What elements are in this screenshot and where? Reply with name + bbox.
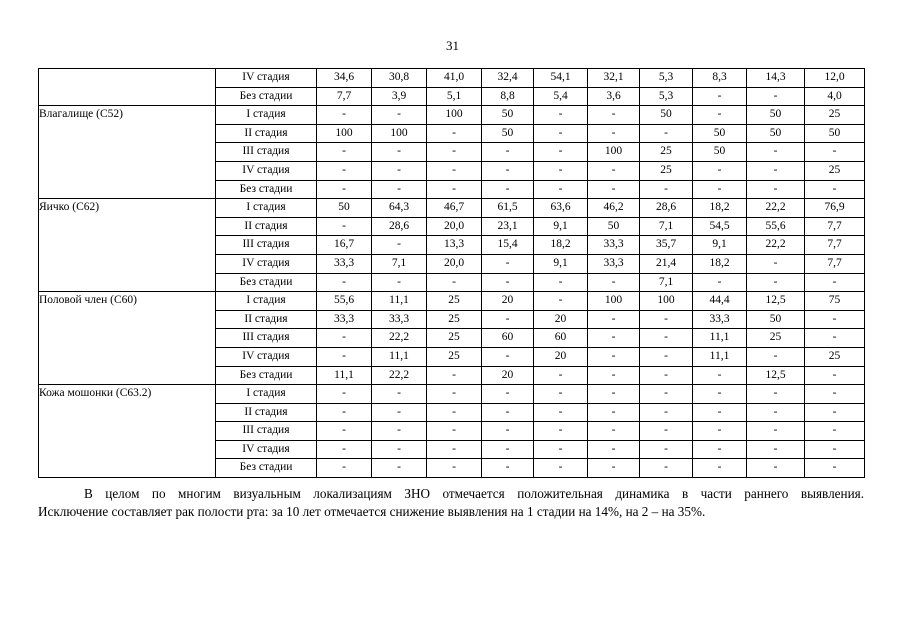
value-cell: - [640, 422, 693, 441]
value-cell: - [588, 440, 640, 459]
value-cell: - [588, 385, 640, 404]
value-cell: - [588, 273, 640, 292]
stage-cell: Без стадии [216, 180, 317, 199]
value-cell: 55,6 [317, 292, 372, 311]
value-cell: 50 [693, 124, 747, 143]
value-cell: 33,3 [317, 310, 372, 329]
stage-cell: II стадия [216, 217, 317, 236]
value-cell: - [482, 403, 534, 422]
value-cell: - [534, 403, 588, 422]
table-row [39, 106, 865, 125]
value-cell: - [534, 422, 588, 441]
stage-distribution-table [38, 68, 865, 478]
value-cell: 25 [427, 329, 482, 348]
location-cell [39, 69, 216, 106]
value-cell: - [588, 347, 640, 366]
location-cell: Половой член (С60) [39, 292, 216, 385]
value-cell: - [427, 273, 482, 292]
value-cell: - [747, 87, 805, 106]
value-cell: 63,6 [534, 199, 588, 218]
value-cell: - [534, 292, 588, 311]
value-cell: 25 [747, 329, 805, 348]
value-cell: 20 [534, 347, 588, 366]
value-cell: 100 [588, 292, 640, 311]
value-cell: - [317, 385, 372, 404]
value-cell: - [372, 459, 427, 478]
value-cell: - [372, 180, 427, 199]
value-cell: - [317, 161, 372, 180]
value-cell: - [693, 440, 747, 459]
value-cell: - [427, 403, 482, 422]
value-cell: 33,3 [588, 254, 640, 273]
stage-cell: Без стадии [216, 273, 317, 292]
value-cell: - [588, 161, 640, 180]
value-cell: 54,5 [693, 217, 747, 236]
stage-cell: III стадия [216, 236, 317, 255]
location-cell: Кожа мошонки (С63.2) [39, 385, 216, 478]
value-cell: - [317, 143, 372, 162]
value-cell: - [534, 459, 588, 478]
value-cell: 8,3 [693, 69, 747, 88]
value-cell: - [805, 422, 865, 441]
value-cell: - [482, 440, 534, 459]
stage-cell: I стадия [216, 199, 317, 218]
value-cell: - [317, 273, 372, 292]
value-cell: - [482, 347, 534, 366]
value-cell: 30,8 [372, 69, 427, 88]
value-cell: - [693, 403, 747, 422]
stage-cell: II стадия [216, 403, 317, 422]
value-cell: 11,1 [693, 329, 747, 348]
value-cell: 32,4 [482, 69, 534, 88]
value-cell: - [693, 366, 747, 385]
value-cell: - [317, 422, 372, 441]
value-cell: 76,9 [805, 199, 865, 218]
value-cell: - [805, 385, 865, 404]
value-cell: 25 [427, 292, 482, 311]
value-cell: - [805, 273, 865, 292]
value-cell: - [747, 347, 805, 366]
value-cell: 7,7 [805, 217, 865, 236]
value-cell: - [747, 422, 805, 441]
value-cell: 16,7 [317, 236, 372, 255]
value-cell: - [693, 422, 747, 441]
value-cell: - [534, 124, 588, 143]
location-cell: Яичко (С62) [39, 199, 216, 292]
value-cell: 54,1 [534, 69, 588, 88]
value-cell: 32,1 [588, 69, 640, 88]
value-cell: 25 [805, 347, 865, 366]
value-cell: - [317, 440, 372, 459]
value-cell: - [747, 143, 805, 162]
table-row [39, 292, 865, 311]
value-cell: 8,8 [482, 87, 534, 106]
value-cell: - [640, 459, 693, 478]
stage-cell: Без стадии [216, 459, 317, 478]
value-cell: - [317, 459, 372, 478]
exception-paragraph: Исключение составляет рак полости рта: за 10 лет отмечается снижение выявления на 1 стадии на 14%, на 2 – на 35%. [38, 504, 706, 519]
value-cell: - [427, 143, 482, 162]
value-cell: - [372, 273, 427, 292]
value-cell: 20 [482, 292, 534, 311]
value-cell: 18,2 [693, 199, 747, 218]
value-cell: - [317, 403, 372, 422]
value-cell: - [427, 440, 482, 459]
value-cell: 13,3 [427, 236, 482, 255]
value-cell: 7,1 [640, 217, 693, 236]
value-cell: - [805, 180, 865, 199]
value-cell: - [588, 459, 640, 478]
value-cell: - [805, 440, 865, 459]
value-cell: - [482, 385, 534, 404]
value-cell: 46,2 [588, 199, 640, 218]
value-cell: - [588, 403, 640, 422]
value-cell: - [747, 180, 805, 199]
value-cell: - [693, 459, 747, 478]
value-cell: 100 [317, 124, 372, 143]
value-cell: 44,4 [693, 292, 747, 311]
value-cell: - [482, 143, 534, 162]
value-cell: - [372, 403, 427, 422]
value-cell: - [534, 143, 588, 162]
value-cell: - [317, 347, 372, 366]
value-cell: - [534, 161, 588, 180]
value-cell: 100 [640, 292, 693, 311]
stage-cell: IV стадия [216, 69, 317, 88]
stage-cell: I стадия [216, 385, 317, 404]
value-cell: - [747, 385, 805, 404]
value-cell: - [805, 459, 865, 478]
value-cell: 12,5 [747, 366, 805, 385]
value-cell: - [482, 310, 534, 329]
stage-cell: Без стадии [216, 87, 317, 106]
value-cell: - [693, 161, 747, 180]
value-cell: - [640, 440, 693, 459]
stage-cell: IV стадия [216, 440, 317, 459]
value-cell: 50 [747, 106, 805, 125]
stage-cell: IV стадия [216, 347, 317, 366]
value-cell: - [317, 329, 372, 348]
value-cell: - [372, 236, 427, 255]
value-cell: 20 [482, 366, 534, 385]
value-cell: 7,7 [805, 254, 865, 273]
table-row [39, 69, 865, 88]
value-cell: 46,7 [427, 199, 482, 218]
value-cell: 64,3 [372, 199, 427, 218]
value-cell: - [372, 106, 427, 125]
value-cell: - [640, 403, 693, 422]
value-cell: - [588, 310, 640, 329]
value-cell: - [372, 143, 427, 162]
value-cell: - [482, 273, 534, 292]
value-cell: 35,7 [640, 236, 693, 255]
value-cell: - [534, 366, 588, 385]
value-cell: - [805, 143, 865, 162]
value-cell: 3,9 [372, 87, 427, 106]
value-cell: 33,3 [588, 236, 640, 255]
value-cell: 50 [805, 124, 865, 143]
value-cell: - [427, 385, 482, 404]
stage-cell: I стадия [216, 292, 317, 311]
value-cell: 100 [372, 124, 427, 143]
value-cell: - [640, 347, 693, 366]
value-cell: 12,5 [747, 292, 805, 311]
value-cell: - [693, 87, 747, 106]
value-cell: 5,3 [640, 87, 693, 106]
value-cell: 11,1 [372, 292, 427, 311]
value-cell: 22,2 [372, 366, 427, 385]
value-cell: - [427, 422, 482, 441]
value-cell: - [534, 273, 588, 292]
value-cell: - [747, 273, 805, 292]
value-cell: 50 [693, 143, 747, 162]
stage-cell: III стадия [216, 329, 317, 348]
value-cell: 25 [805, 106, 865, 125]
value-cell: - [372, 440, 427, 459]
value-cell: - [693, 180, 747, 199]
value-cell: - [640, 180, 693, 199]
stage-cell: III стадия [216, 143, 317, 162]
value-cell: - [534, 440, 588, 459]
value-cell: - [317, 217, 372, 236]
value-cell: 50 [317, 199, 372, 218]
value-cell: - [693, 385, 747, 404]
value-cell: 100 [588, 143, 640, 162]
value-cell: 5,3 [640, 69, 693, 88]
stage-cell: Без стадии [216, 366, 317, 385]
value-cell: 75 [805, 292, 865, 311]
value-cell: - [317, 106, 372, 125]
value-cell: - [747, 254, 805, 273]
value-cell: 20,0 [427, 217, 482, 236]
value-cell: 22,2 [747, 199, 805, 218]
value-cell: 7,1 [372, 254, 427, 273]
stage-cell: III стадия [216, 422, 317, 441]
value-cell: - [427, 124, 482, 143]
value-cell: 20 [534, 310, 588, 329]
value-cell: - [805, 329, 865, 348]
value-cell: - [372, 422, 427, 441]
value-cell: 61,5 [482, 199, 534, 218]
value-cell: - [640, 329, 693, 348]
value-cell: - [427, 180, 482, 199]
value-cell: 50 [588, 217, 640, 236]
value-cell: 14,3 [747, 69, 805, 88]
value-cell: 11,1 [372, 347, 427, 366]
value-cell: - [588, 180, 640, 199]
value-cell: - [482, 161, 534, 180]
value-cell: 25 [427, 347, 482, 366]
value-cell: 50 [482, 124, 534, 143]
value-cell: 50 [482, 106, 534, 125]
value-cell: 7,1 [640, 273, 693, 292]
value-cell: - [693, 273, 747, 292]
value-cell: - [588, 329, 640, 348]
value-cell: - [588, 422, 640, 441]
table-row [39, 199, 865, 218]
value-cell: 22,2 [747, 236, 805, 255]
value-cell: - [693, 106, 747, 125]
value-cell: 5,4 [534, 87, 588, 106]
value-cell: 55,6 [747, 217, 805, 236]
value-cell: - [640, 366, 693, 385]
value-cell: 50 [640, 106, 693, 125]
value-cell: - [482, 180, 534, 199]
stage-cell: II стадия [216, 310, 317, 329]
value-cell: 100 [427, 106, 482, 125]
value-cell: - [805, 403, 865, 422]
value-cell: 20,0 [427, 254, 482, 273]
value-cell: 41,0 [427, 69, 482, 88]
value-cell: 28,6 [372, 217, 427, 236]
value-cell: - [747, 161, 805, 180]
value-cell: - [534, 180, 588, 199]
page-number: 31 [446, 38, 459, 53]
value-cell: 21,4 [640, 254, 693, 273]
value-cell: - [640, 385, 693, 404]
value-cell: - [588, 124, 640, 143]
value-cell: 3,6 [588, 87, 640, 106]
value-cell: - [534, 106, 588, 125]
value-cell: 12,0 [805, 69, 865, 88]
value-cell: - [805, 366, 865, 385]
value-cell: - [482, 254, 534, 273]
value-cell: - [747, 403, 805, 422]
location-cell: Влагалище (С52) [39, 106, 216, 199]
value-cell: 9,1 [693, 236, 747, 255]
value-cell: 60 [482, 329, 534, 348]
value-cell: 34,6 [317, 69, 372, 88]
value-cell: 33,3 [372, 310, 427, 329]
value-cell: - [427, 459, 482, 478]
value-cell: - [747, 459, 805, 478]
value-cell: 7,7 [805, 236, 865, 255]
value-cell: - [534, 385, 588, 404]
value-cell: 25 [427, 310, 482, 329]
value-cell: - [427, 366, 482, 385]
value-cell: - [640, 310, 693, 329]
value-cell: 15,4 [482, 236, 534, 255]
value-cell: 50 [747, 124, 805, 143]
value-cell: 25 [640, 143, 693, 162]
value-cell: 11,1 [317, 366, 372, 385]
table-row [39, 385, 865, 404]
value-cell: - [588, 366, 640, 385]
value-cell: - [482, 459, 534, 478]
value-cell: - [805, 310, 865, 329]
stage-cell: I стадия [216, 106, 317, 125]
value-cell: 50 [747, 310, 805, 329]
value-cell: 28,6 [640, 199, 693, 218]
value-cell: - [317, 180, 372, 199]
stage-cell: IV стадия [216, 161, 317, 180]
value-cell: 9,1 [534, 254, 588, 273]
value-cell: 60 [534, 329, 588, 348]
value-cell: 22,2 [372, 329, 427, 348]
stage-cell: II стадия [216, 124, 317, 143]
value-cell: - [372, 161, 427, 180]
value-cell: - [747, 440, 805, 459]
value-cell: 9,1 [534, 217, 588, 236]
value-cell: - [588, 106, 640, 125]
value-cell: 4,0 [805, 87, 865, 106]
value-cell: 5,1 [427, 87, 482, 106]
stage-cell: IV стадия [216, 254, 317, 273]
value-cell: - [427, 161, 482, 180]
value-cell: 18,2 [693, 254, 747, 273]
value-cell: - [372, 385, 427, 404]
value-cell: 7,7 [317, 87, 372, 106]
value-cell: 25 [805, 161, 865, 180]
value-cell: - [482, 422, 534, 441]
value-cell: 23,1 [482, 217, 534, 236]
value-cell: 11,1 [693, 347, 747, 366]
value-cell: - [640, 124, 693, 143]
value-cell: 25 [640, 161, 693, 180]
value-cell: 33,3 [317, 254, 372, 273]
value-cell: 33,3 [693, 310, 747, 329]
summary-paragraph: В целом по многим визуальным локализациям ЗНО отмечается положительная динамика в части раннего выявления. [84, 486, 864, 501]
value-cell: 18,2 [534, 236, 588, 255]
